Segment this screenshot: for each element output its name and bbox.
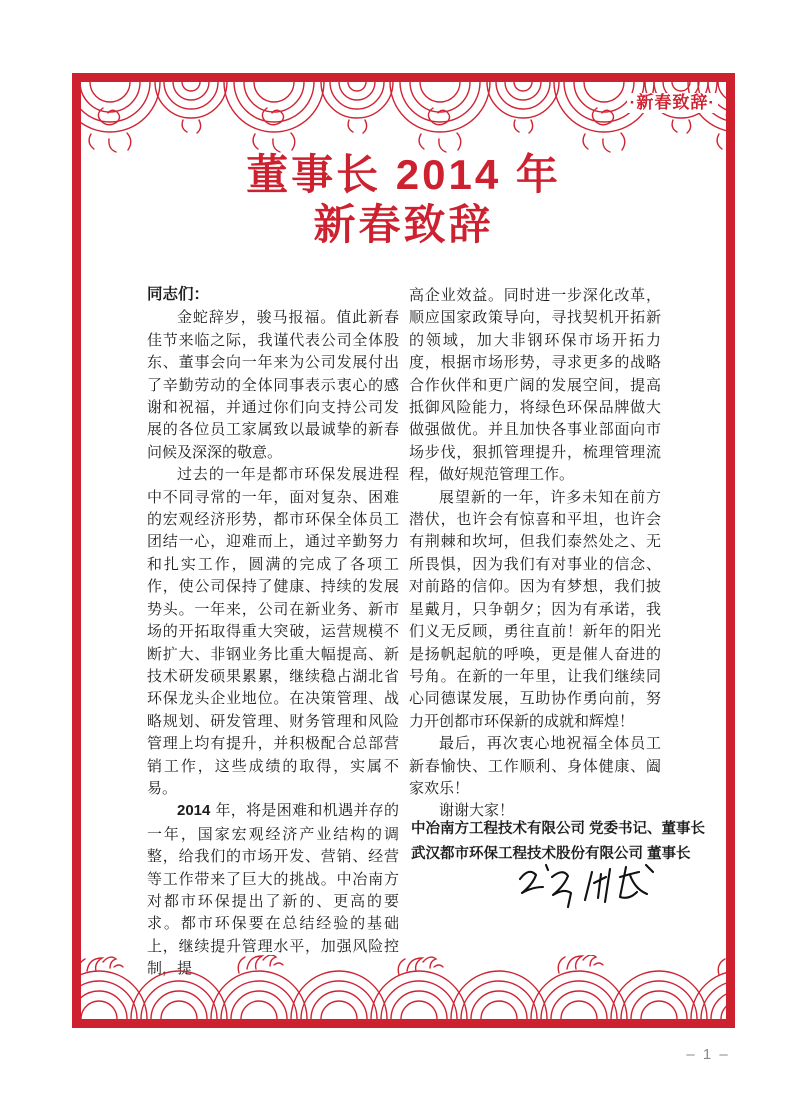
page-title-line1: 董事长 2014 年 — [246, 151, 561, 198]
paragraph: 金蛇辞岁，骏马报福。值此新春佳节来临之际，我谨代表公司全体股东、董事会向一年来为公司发展付出了辛勤劳动的全体同事表示衷心的感谢和祝福，并通过你们向支持公司发展的各位员工家属致以最诚挚的新春问候及深深的敬意。 — [147, 308, 399, 461]
salutation: 同志们： — [147, 286, 210, 303]
page-number: – 1 – — [686, 1046, 730, 1063]
wave-border-decoration — [81, 955, 726, 1019]
paragraph: 过去的一年是都市环保发展进程中不同寻常的一年，面对复杂、困难的宏观经济形势，都市环保全体员工团结一心，迎难而上，通过辛勤努力和扎实工作，圆满的完成了各项工作，使公司保持了健康、持续的发展势头。一年来，公司在新业务、新市场的开拓取得重大突破，运营规模不断扩大、非钢业务比重大幅提高、新技术研发硕果累累，继续稳占湖北省环保龙头企业地位。在决策管理、战略规划、研发管理、财务管理和风险管理上均有提升，并积极配合总部营销工作，这些成绩的取得，实属不易。 — [147, 465, 399, 797]
page-title — [81, 150, 726, 250]
left-text-column — [147, 284, 399, 980]
paragraph: 最后，再次衷心地祝福全体员工新春愉快、工作顺利、身体健康、阖家欢乐！ — [409, 734, 661, 797]
signoff-line2: 武汉都市环保工程技术股份有限公司 董事长 — [411, 846, 691, 862]
year-lead: 2014 — [177, 802, 211, 820]
section-tag: ·新春致辞· — [627, 93, 718, 113]
paragraph — [147, 799, 399, 979]
red-page-frame — [72, 73, 735, 1028]
paragraph: 高企业效益。同时进一步深化改革，顺应国家政策导向，寻找契机开拓新的领域，加大非钢环保市场开拓力度，根据市场形势，寻求更多的战略合作伙伴和更广阔的发展空间，提高抵御风险能力，将绿色环保品牌做大做强做优。并且加快各事业部面向市场步伐，狠抓管理提升，梳理管理流程，做好规范管理工作。 — [409, 286, 661, 484]
paragraph: 展望新的一年，许多未知在前方潜伏，也许会有惊喜和平坦，也许会有荆棘和坎坷，但我们泰然处之、无所畏惧，因为我们有对事业的信念、对前路的信仰。因为有梦想，我们披星戴月，只争朝夕；因为有承诺，我们义无反顾，勇往直前！新年的阳光是扬帆起航的呼唤，更是催人奋进的号角。在新的一年里，让我们继续同心同德谋发展，互助协作勇向前，努力开创都市环保新的成就和辉煌！ — [409, 487, 661, 730]
page-title-line2: 新春致辞 — [313, 201, 494, 248]
signature-handwriting — [506, 857, 666, 919]
paragraph: 谢谢大家！ — [439, 801, 515, 820]
paragraph-text: 年，将是困难和机遇并存的一年，国家宏观经济产业结构的调整，给我们的市场开发、营销、经营等工作带来了巨大的挑战。中冶南方对都市环保提出了新的、更高的要求。都市环保要在总结经验的基础上，继续提升管理水平，加强风险控制，提 — [147, 801, 399, 978]
signoff-line1: 中冶南方工程技术有限公司 党委书记、董事长 — [411, 821, 706, 837]
right-text-column — [409, 284, 661, 822]
